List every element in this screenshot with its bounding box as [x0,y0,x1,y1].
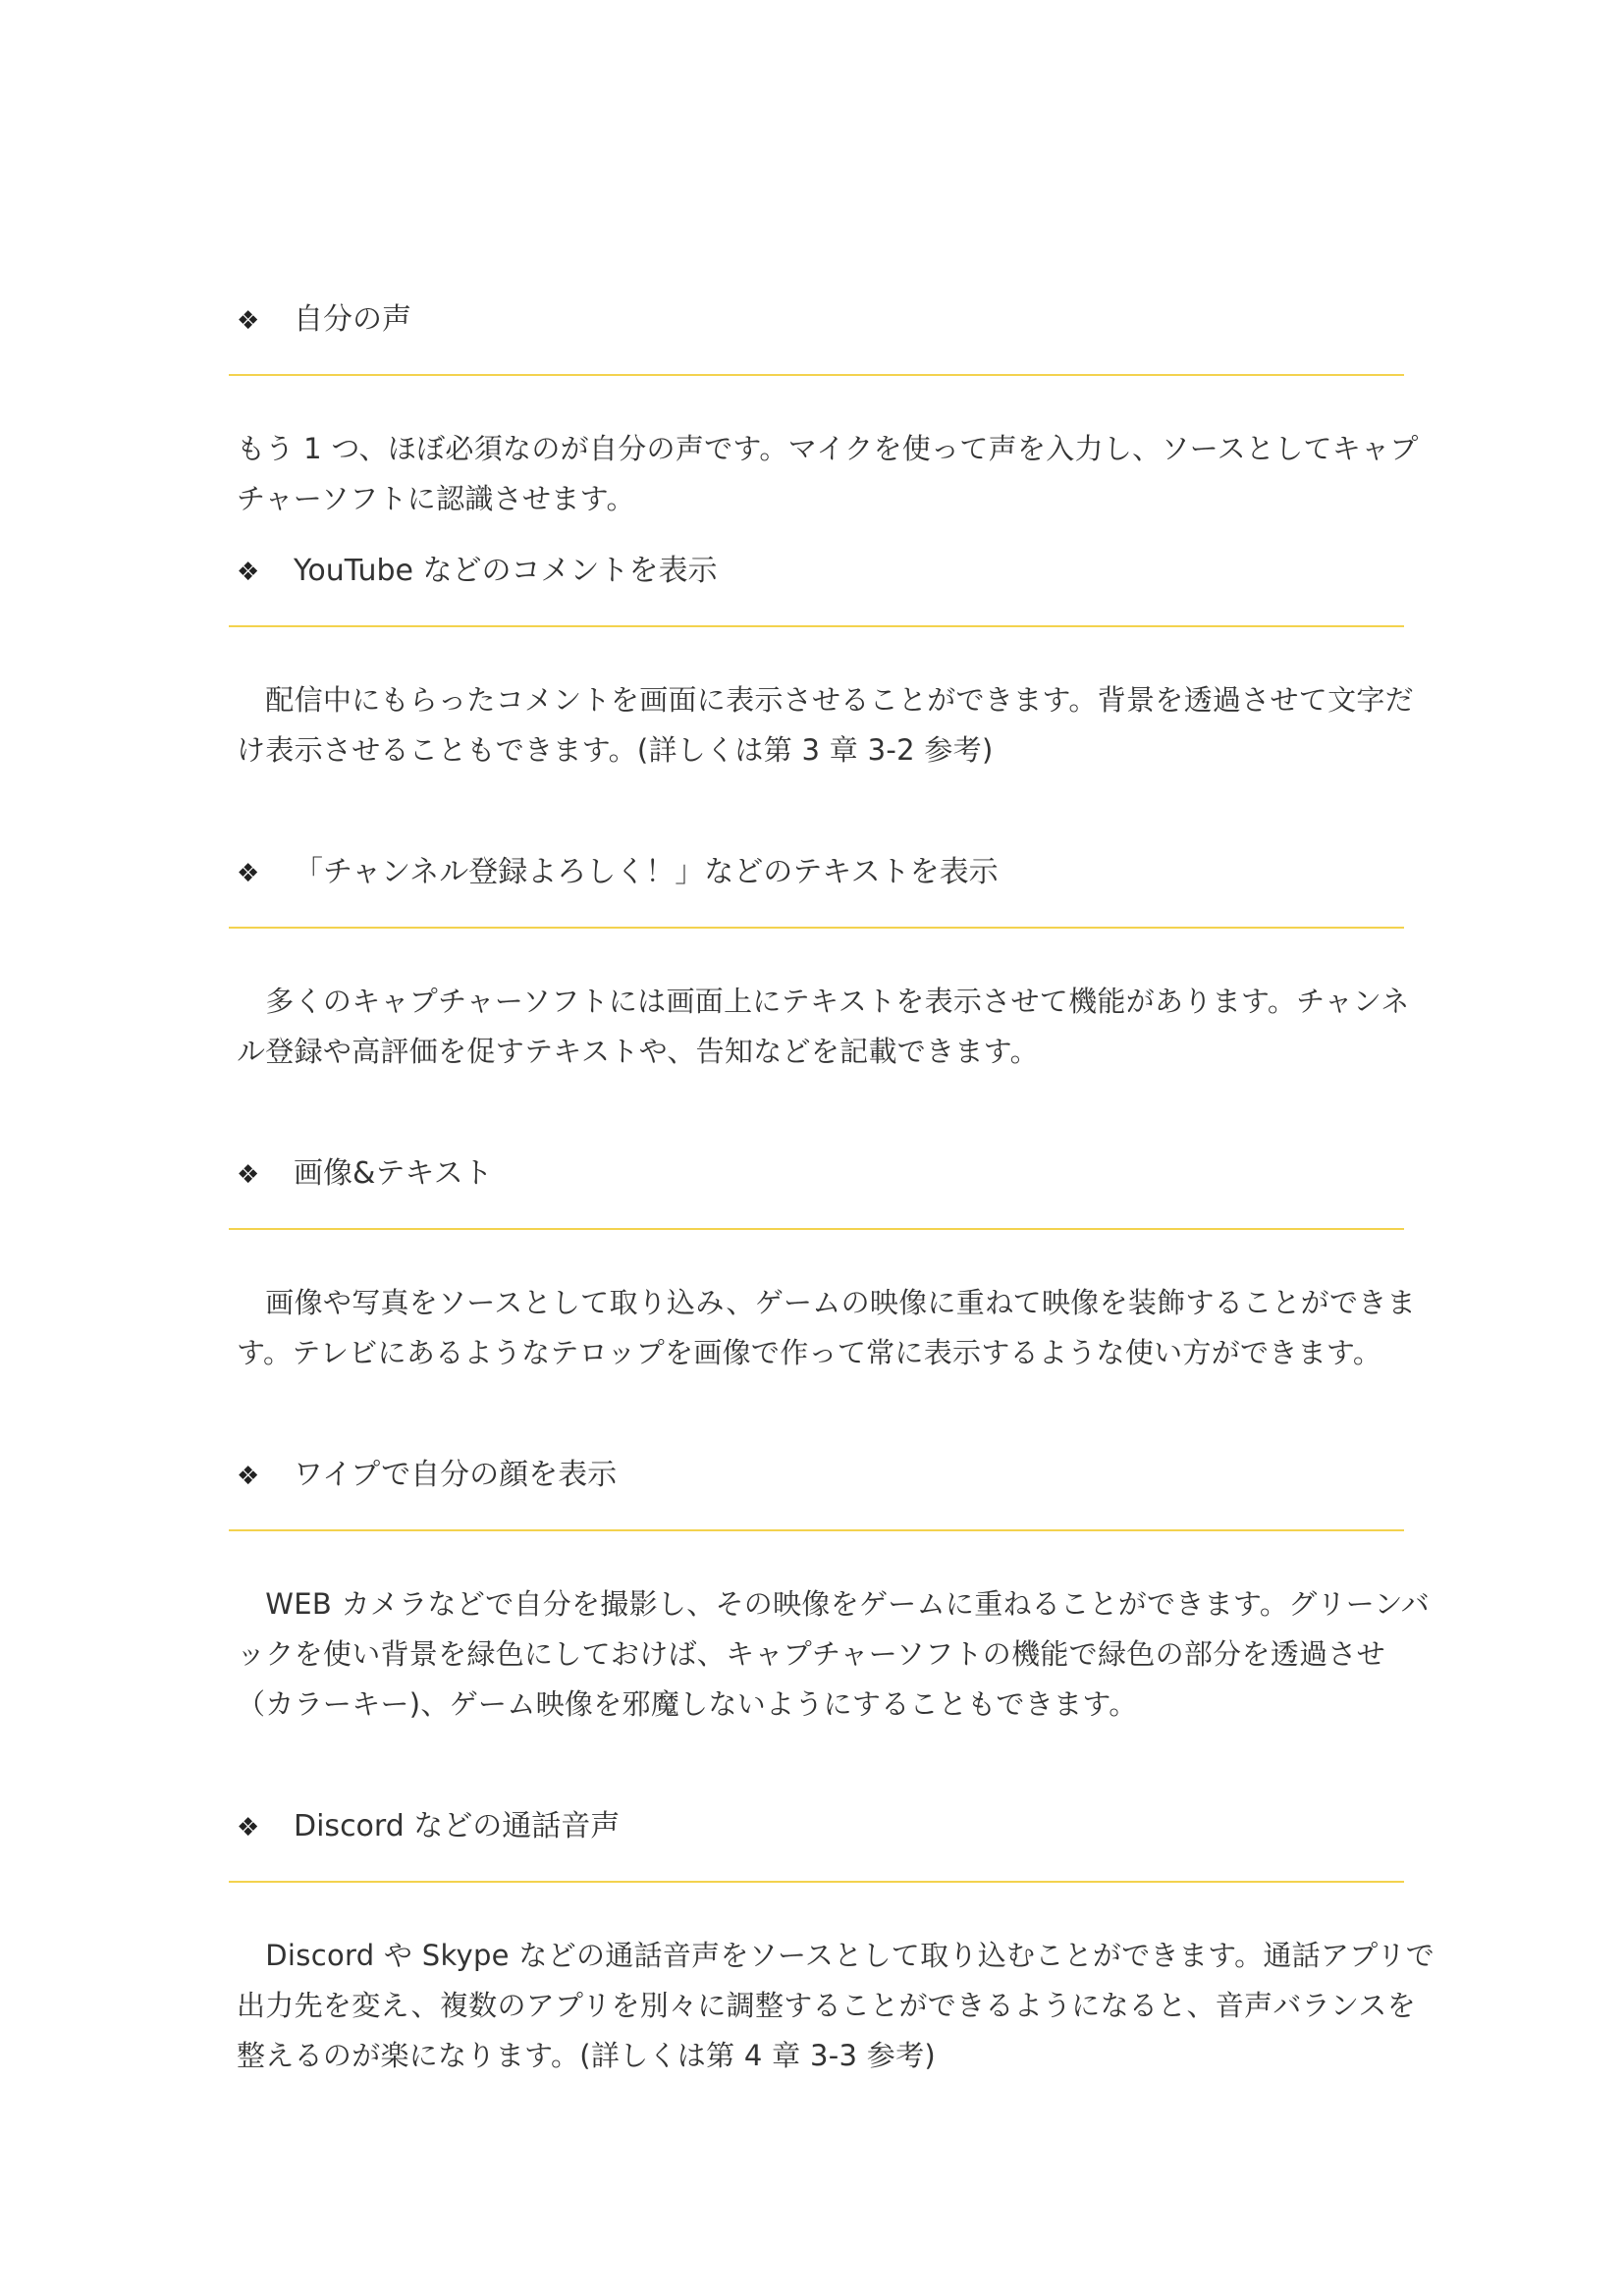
paragraph-line: 多くのキャプチャーソフトには画面上にテキストを表示させて機能があります。チャンネ [237,985,1410,1018]
section-title: Discord などの通話音声 [294,1809,621,1843]
paragraph-line: 画像や写真をソースとして取り込み、ゲームの映像に重ねて映像を装飾することができま [237,1286,1416,1319]
section-paragraph [237,424,1419,524]
section-title: 「チャンネル登録よろしく！」などのテキストを表示 [294,855,999,889]
section-heading [237,300,1405,340]
section-divider [229,1228,1404,1230]
section-divider [229,1881,1404,1883]
diamond-bullet-icon: ❖ [237,1813,260,1842]
section-title: 自分の声 [294,302,411,337]
diamond-bullet-icon: ❖ [237,306,260,336]
section-paragraph [237,675,1414,775]
section-divider [229,927,1404,929]
paragraph-line: す。テレビにあるようなテロップを画像で作って常に表示するような使い方ができます。 [237,1336,1382,1369]
section-title: YouTube などのコメントを表示 [294,554,718,588]
paragraph-line: 出力先を変え、複数のアプリを別々に調整することができるようになると、音声バランスを [237,1989,1417,2022]
section-paragraph [237,1579,1431,1730]
paragraph-line: チャーソフトに認識させます。 [237,482,635,515]
diamond-bullet-icon: ❖ [237,1160,260,1190]
paragraph-line: 配信中にもらったコメントを画面に表示させることができます。背景を透過させて文字だ [237,683,1414,717]
section-heading [237,1154,1405,1194]
paragraph-line: 整えるのが楽になります。(詳しくは第 4 章 3-3 参考) [237,2039,936,2072]
section-heading [237,552,1405,591]
section-divider [229,625,1404,627]
paragraph-line: もう 1 つ、ほぼ必須なのが自分の声です。マイクを使って声を入力し、ソースとしてキャプ [237,432,1419,465]
section-paragraph [237,977,1410,1077]
diamond-bullet-icon: ❖ [237,859,260,888]
paragraph-line: WEB カメラなどで自分を撮影し、その映像をゲームに重ねることができます。グリーンバ [237,1587,1431,1621]
section-heading [237,853,1405,892]
paragraph-line: Discord や Skype などの通話音声をソースとして取り込むことができます。通話アプリで [237,1939,1435,1972]
diamond-bullet-icon: ❖ [237,558,260,587]
section-divider [229,1529,1404,1531]
section-title: 画像&テキスト [294,1156,493,1191]
section-divider [229,374,1404,376]
section-heading [237,1807,1405,1846]
diamond-bullet-icon: ❖ [237,1462,260,1491]
paragraph-line: ル登録や高評価を促すテキストや、告知などを記載できます。 [237,1035,1039,1068]
section-paragraph [237,1278,1416,1378]
section-paragraph [237,1931,1435,2081]
paragraph-line: け表示させることもできます。(詳しくは第 3 章 3-2 参考) [237,733,994,767]
paragraph-line: （カラーキー)、ゲーム映像を邪魔しないようにすることもできます。 [237,1687,1138,1721]
section-title: ワイプで自分の顔を表示 [294,1458,618,1492]
section-heading [237,1456,1405,1495]
paragraph-line: ックを使い背景を緑色にしておけば、キャプチャーソフトの機能で緑色の部分を透過させ [237,1637,1385,1671]
